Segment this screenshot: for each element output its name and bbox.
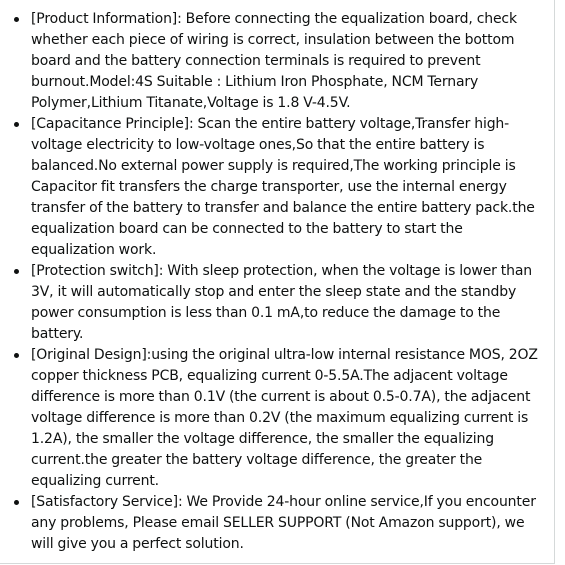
feature-bullet-list bbox=[0, 9, 540, 555]
feature-text: [Capacitance Principle]: Scan the entire battery voltage,Transfer high-voltage electricity to low-voltage ones,So that the entire battery is balanced.No external power supply is required,The working principle is Capacitor fit transfers the charge transporter, use the internal energy transfer of the battery to transfer and balance the entire battery pack.the equalization board can be connected to the battery to start the equalization work. bbox=[31, 116, 535, 258]
feature-text: [Satisfactory Service]: We Provide 24-hour online service,If you encounter any problems, Please email SELLER SUPPORT (Not Amazon support), we will give you a perfect solution. bbox=[31, 494, 536, 552]
feature-text: [Protection switch]: With sleep protection, when the voltage is lower than 3V, it will automatically stop and enter the sleep state and the standby power consumption is less than 0.1 mA,to reduce the damage to the battery. bbox=[31, 263, 532, 342]
bullet-dot-icon bbox=[14, 122, 19, 127]
feature-bullet-original-design bbox=[0, 345, 540, 492]
bullet-dot-icon bbox=[14, 17, 19, 22]
feature-bullet-capacitance-principle bbox=[0, 114, 540, 261]
feature-text: [Original Design]:using the original ultra-low internal resistance MOS, 2OZ copper thickness PCB, equalizing current 0-5.5A.The adjacent voltage difference is more than 0.1V (the current is about 0.5-0.7A), the adjacent voltage difference is more than 0.2V (the maximum equalizing current is 1.2A), the smaller the voltage difference, the smaller the equalizing current.the greater the battery voltage difference, the greater the equalizing current. bbox=[31, 347, 538, 489]
feature-bullet-product-information bbox=[0, 9, 540, 114]
feature-bullet-satisfactory-service bbox=[0, 492, 540, 555]
bullet-dot-icon bbox=[14, 269, 19, 274]
bullet-dot-icon bbox=[14, 500, 19, 505]
bullet-dot-icon bbox=[14, 353, 19, 358]
feature-bullet-protection-switch bbox=[0, 261, 540, 345]
feature-text: [Product Information]: Before connecting the equalization board, check whether each piece of wiring is correct, insulation between the bottom board and the battery connection terminals is required to prevent burnout.Model:4S Suitable : Lithium Iron Phosphate, NCM Ternary Polymer,Lithium Titanate,Voltage is 1.8 V-4.5V. bbox=[31, 11, 517, 111]
